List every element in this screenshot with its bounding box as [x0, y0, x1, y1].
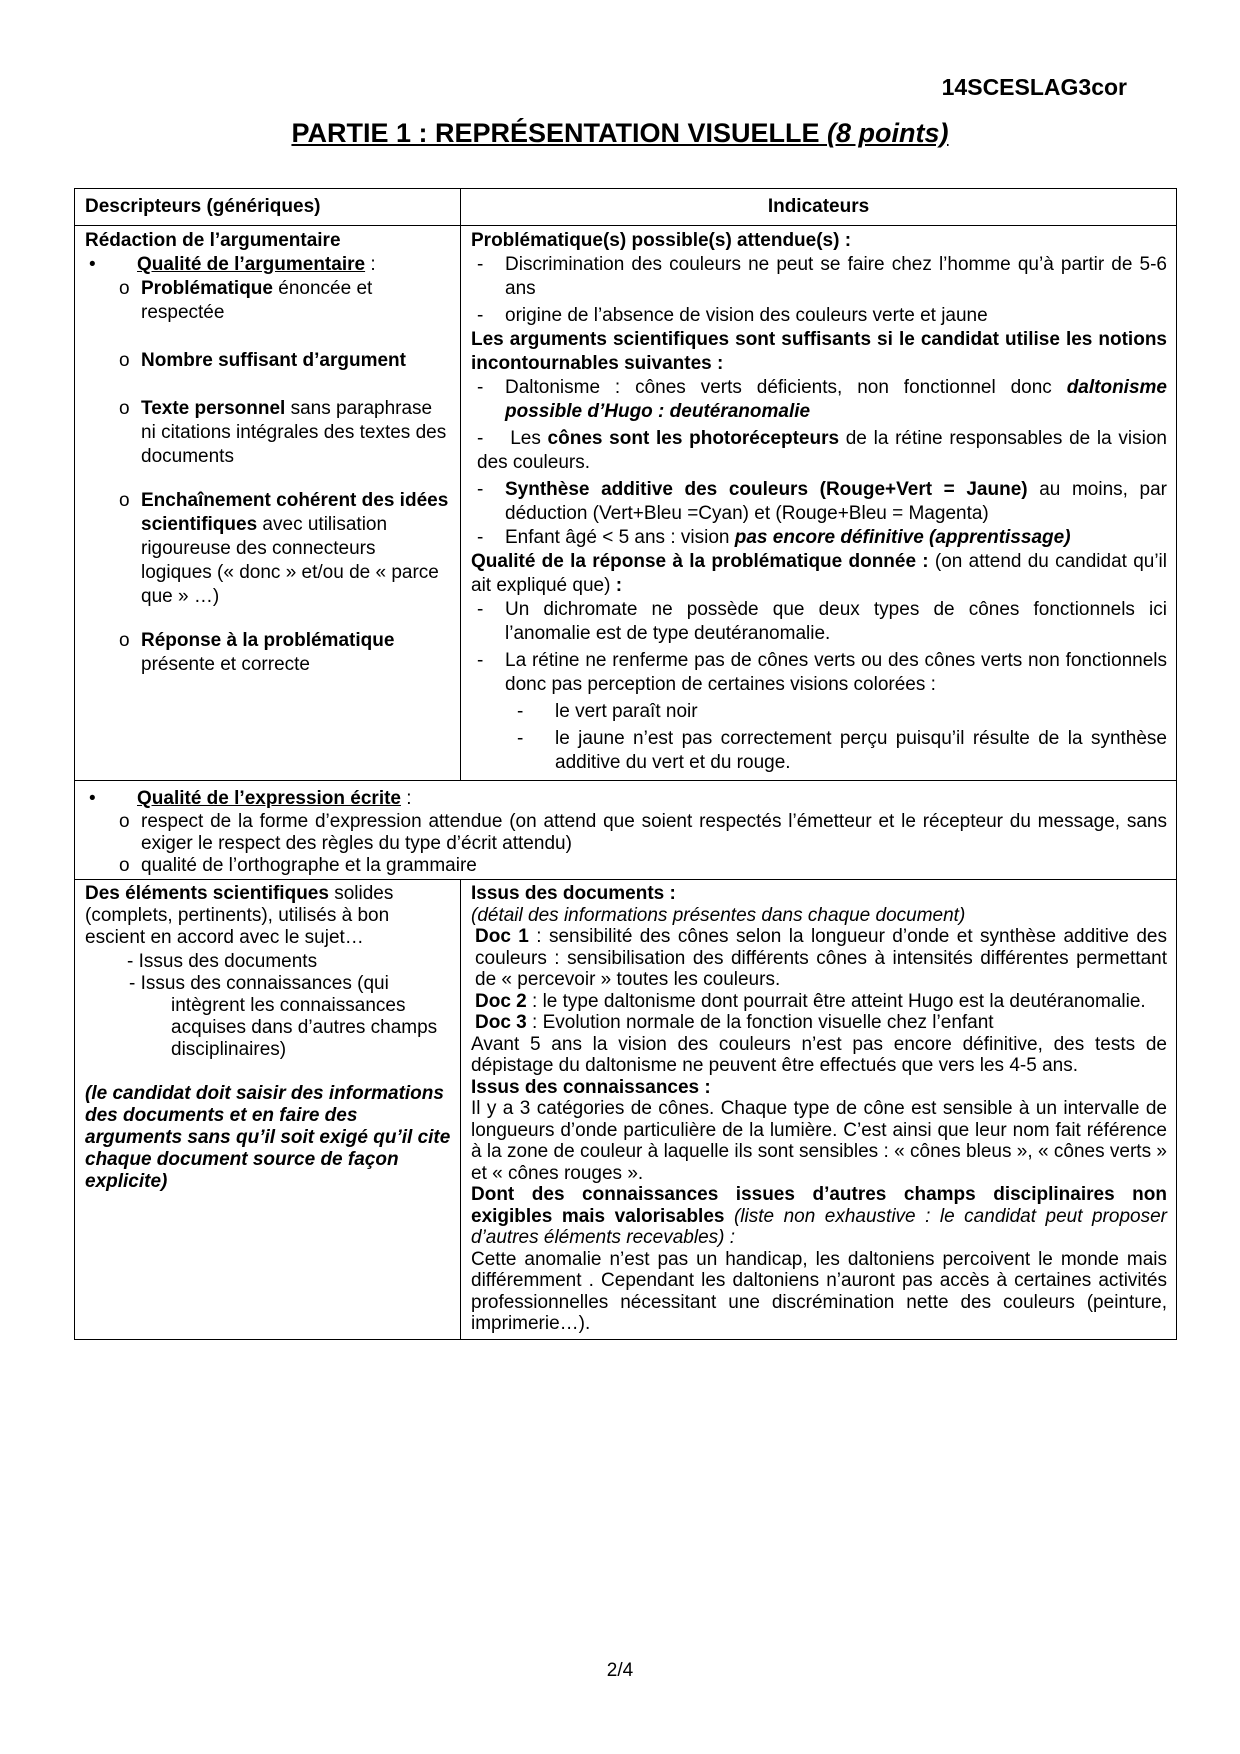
document-code: 14SCESLAG3cor: [941, 74, 1127, 100]
qualite-heading: Qualité de la réponse à la problématique donnée :: [471, 551, 929, 572]
row3-descriptors: [75, 880, 461, 1340]
qualite-paragraph: [471, 550, 1167, 598]
criterion-item: o Réponse à la problématique présente et correcte: [119, 630, 395, 675]
sub-list-item-text: le vert paraît noir: [555, 701, 698, 722]
knowledge-heading: Issus des connaissances :: [471, 1076, 711, 1098]
title-points: (8 points): [827, 118, 949, 148]
criterion-item: o Problématique énoncée et respectée: [119, 278, 373, 323]
doc-text: : Evolution normale de la fonction visuelle chez l’enfant: [526, 1012, 994, 1033]
criterion-text: qualité de l’orthographe et la grammaire: [141, 855, 477, 876]
table-header-row: [75, 189, 1177, 226]
doc-label: Doc 1: [475, 926, 529, 947]
elements-paragraph: [85, 883, 451, 949]
bullet-label: Qualité de l’argumentaire: [137, 254, 366, 275]
list-item: - Les cônes sont les photorécepteurs de la rétine responsables de la vision des couleurs.: [477, 428, 1167, 473]
elements-rest: solides (complets, pertinents), utilisés à bon escient en accord avec le sujet…: [85, 883, 394, 948]
list-item: - La rétine ne renferme pas de cônes verts ou des cônes verts non fonctionnels donc pas perception de certaines visions colorées :: [477, 650, 1167, 695]
list-item: - origine de l’absence de vision des couleurs verte et jaune: [477, 305, 988, 326]
table-row: [75, 880, 1177, 1340]
list-item-text: La rétine ne renferme pas de cônes verts ou des cônes verts non fonctionnels donc pas perception de certaines visions colorées :: [505, 650, 1167, 695]
doc-item: [475, 1012, 1167, 1034]
qualite-colon: :: [610, 575, 623, 596]
docs-subheading: (détail des informations présentes dans chaque document): [471, 904, 966, 926]
doc-text: : sensibilité des cônes selon la longueur d’onde et synthèse additive des couleurs : sensibilisation des différents cônes à intensités différentes permettant de « percevoir » toutes les couleurs.: [475, 926, 1167, 990]
table-row: [75, 781, 1177, 880]
criterion-item: o Nombre suffisant d’argument: [119, 350, 406, 371]
arguments-heading: Les arguments scientifiques sont suffisants si le candidat utilise les notions incontournables suivantes :: [471, 329, 1167, 374]
grading-table: [74, 188, 1177, 1340]
list-item-text: de la rétine responsables de la vision des couleurs.: [477, 428, 1167, 473]
doc-label: Doc 2: [475, 990, 527, 1012]
page-number: 2/4: [606, 1660, 634, 1681]
list-item-emphasis: pas encore définitive (apprentissage): [734, 527, 1071, 548]
doc-item: [475, 991, 1167, 1013]
row1-indicators: [461, 226, 1177, 781]
list-item: - Issus des documents: [127, 951, 318, 972]
criterion-item: o respect de la forme d’expression attendue (on attend que soient respectés l’émetteur et le récepteur du message, sans exiger le respect des règles du type d’écrit attendu): [119, 811, 1167, 854]
list-item-text: origine de l’absence de vision des couleurs verte et jaune: [505, 305, 988, 326]
elements-bold: Des éléments scientifiques: [85, 883, 329, 904]
doc-label: Doc 3: [475, 1012, 527, 1033]
criterion-bold: Réponse à la problématique: [141, 630, 395, 651]
doc-text: : le type daltonisme dont pourrait être atteint Hugo est la deutéranomalie.: [526, 990, 1146, 1012]
list-item: - Discrimination des couleurs ne peut se faire chez l’homme qu’à partir de 5-6 ans: [477, 254, 1167, 299]
list-item-text: Issus des documents: [138, 951, 318, 972]
bullet-label: Qualité de l’expression écrite: [137, 788, 401, 809]
list-item-text: Les: [510, 428, 548, 449]
other-heading: Dont des connaissances issues d’autres champs disciplinaires non exigibles mais valorisables: [471, 1184, 1167, 1227]
criterion-bold: Nombre suffisant d’argument: [141, 350, 406, 371]
criterion-item: o Texte personnel sans paraphrase ni citations intégrales des textes des documents: [119, 398, 447, 467]
criterion-rest: avec utilisation rigoureuse des connecteurs logiques (« donc » et/ou de « parce que » …): [141, 514, 439, 607]
list-item-emphasis: daltonisme possible d’Hugo : deutéranomalie: [505, 377, 1167, 422]
list-item-emphasis: cônes sont les photorécepteurs: [547, 428, 840, 449]
other-note: (liste non exhaustive : le candidat peut proposer d’autres éléments recevables) :: [471, 1205, 1167, 1248]
list-item: - Un dichromate ne possède que deux types de cônes fonctionnels ici l’anomalie est de type deutéranomalie.: [477, 599, 1167, 644]
bullet-item: [85, 787, 1167, 811]
bullet-suffix: :: [401, 788, 412, 809]
header-descripteurs: Descripteurs (génériques): [75, 189, 461, 226]
table-row: [75, 226, 1177, 781]
list-item-text: au moins, par déduction (Vert+Bleu =Cyan) et (Rouge+Bleu = Magenta): [505, 479, 1167, 524]
candidate-note: (le candidat doit saisir des informations des documents et en faire des arguments sans qu’il soit exigé qu’il cite chaque document source de façon explicite): [85, 1083, 451, 1192]
sub-list-item: - le jaune n’est pas correctement perçu puisqu’il résulte de la synthèse additive du vert et du rouge.: [517, 728, 1167, 773]
list-item-text: Issus des connaissances (qui intègrent les connaissances acquises dans d’autres champs disciplinaires): [140, 973, 438, 1060]
list-item-text: Enfant âgé < 5 ans : vision: [505, 527, 735, 548]
list-item-text: Daltonisme : cônes verts déficients, non fonctionnel donc: [505, 377, 1067, 398]
bullet-item: [85, 253, 451, 277]
criterion-rest: sans paraphrase ni citations intégrales des textes des documents: [141, 398, 447, 467]
section-heading: Rédaction de l’argumentaire: [85, 230, 341, 251]
problematique-heading: Problématique(s) possible(s) attendue(s) :: [471, 230, 852, 251]
bullet-suffix: :: [365, 254, 376, 275]
other-disciplines: [471, 1184, 1167, 1249]
criterion-rest: énoncée et respectée: [141, 278, 373, 323]
row1-descriptors: [75, 226, 461, 781]
other-text: Cette anomalie n’est pas un handicap, les daltoniens percoivent le monde mais différemment . Cependant les daltoniens n’auront pas accès à certaines activités professionnelles nécessitant une discrémination nette des couleurs (peinture, imprimerie…).: [471, 1248, 1167, 1334]
criterion-bold: Texte personnel: [141, 398, 286, 419]
list-item: - Enfant âgé < 5 ans : vision pas encore définitive (apprentissage): [477, 527, 1071, 548]
list-item-text: Discrimination des couleurs ne peut se faire chez l’homme qu’à partir de 5-6 ans: [505, 254, 1167, 299]
criterion-item: o qualité de l’orthographe et la grammaire: [119, 855, 477, 876]
header-indicateurs: Indicateurs: [461, 189, 1177, 226]
list-item: - Daltonisme : cônes verts déficients, non fonctionnel donc daltonisme possible d’Hugo : deutéranomalie: [477, 377, 1167, 422]
criterion-bold: Problématique: [141, 278, 273, 299]
list-item: - Synthèse additive des couleurs (Rouge+Vert = Jaune) au moins, par déduction (Vert+Bleu =Cyan) et (Rouge+Bleu = Magenta): [477, 479, 1167, 524]
doc3-more: Avant 5 ans la vision des couleurs n’est pas encore définitive, des tests de dépistage du daltonisme ne peuvent être effectués que vers les 4-5 ans.: [471, 1033, 1167, 1076]
sub-list-item-text: le jaune n’est pas correctement perçu puisqu’il résulte de la synthèse additive du vert et du rouge.: [555, 728, 1167, 773]
docs-heading: Issus des documents :: [471, 883, 676, 904]
qualite-note: (on attend du candidat qu’il ait expliqué que): [471, 551, 1168, 596]
list-item-emphasis: Synthèse additive des couleurs (Rouge+Vert = Jaune): [505, 479, 1028, 500]
list-item-text: Un dichromate ne possède que deux types de cônes fonctionnels ici l’anomalie est de type deutéranomalie.: [505, 599, 1167, 644]
knowledge-text: Il y a 3 catégories de cônes. Chaque type de cône est sensible à un intervalle de longueurs d’onde particulière de la lumière. C’est ainsi que leur nom fait référence à la zone de couleur à laquelle ils sont sensibles : « cônes bleus », « cônes verts » et « cônes rouges ».: [471, 1098, 1167, 1184]
page-title: [0, 118, 1240, 149]
row2-expression: [75, 781, 1177, 880]
row3-indicators: [461, 880, 1177, 1340]
title-text: PARTIE 1 : REPRÉSENTATION VISUELLE: [291, 118, 820, 148]
sub-list-item: - le vert paraît noir: [517, 701, 698, 722]
doc-item: [475, 926, 1167, 991]
criterion-item: o Enchaînement cohérent des idées scientifiques avec utilisation rigoureuse des connecteurs logiques (« donc » et/ou de « parce que » …): [119, 490, 449, 607]
criterion-bold: Enchaînement cohérent des idées scientifiques: [141, 490, 449, 535]
list-item: - Issus des connaissances (qui intègrent les connaissances acquises dans d’autres champs disciplinaires): [129, 973, 438, 1060]
criterion-rest: présente et correcte: [141, 654, 310, 675]
criterion-text: respect de la forme d’expression attendue (on attend que soient respectés l’émetteur et le récepteur du message, sans exiger le respect des règles du type d’écrit attendu): [141, 811, 1167, 854]
